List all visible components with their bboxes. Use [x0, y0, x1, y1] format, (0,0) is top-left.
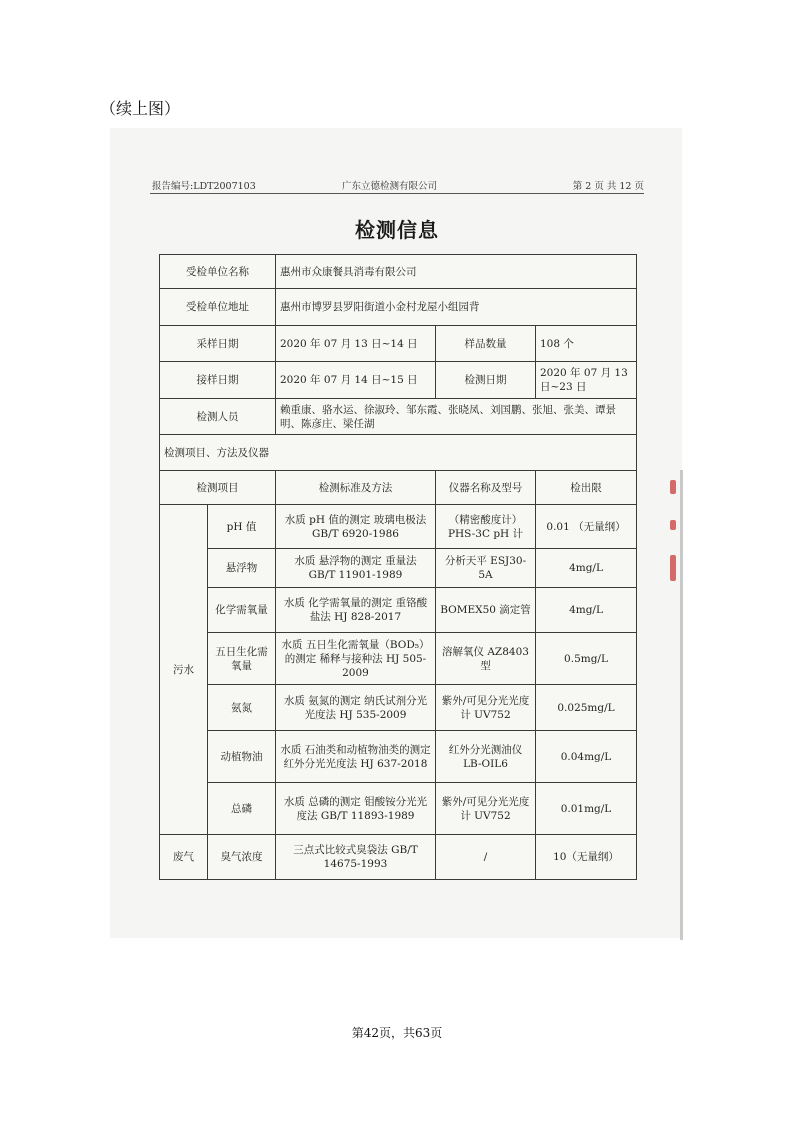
instrument-name: BOMEX50 滴定管 — [436, 588, 536, 633]
section-title: 检测项目、方法及仪器 — [160, 435, 637, 471]
standard-method: 水质 悬浮物的测定 重量法 GB/T 11901-1989 — [276, 549, 436, 588]
method-row — [160, 685, 637, 731]
detection-limit: 0.04mg/L — [536, 731, 637, 783]
item-name: 臭气浓度 — [208, 835, 276, 880]
report-number: 报告编号:LDT2007103 — [152, 181, 256, 192]
header-rule — [150, 193, 644, 194]
red-stamp-mark — [670, 555, 676, 581]
instrument-name: / — [436, 835, 536, 880]
sample-count-value: 108 个 — [536, 326, 637, 362]
column-header-limit: 检出限 — [536, 471, 637, 505]
detection-limit: 0.025mg/L — [536, 685, 637, 731]
standard-method: 水质 石油类和动植物油类的测定 红外分光光度法 HJ 637-2018 — [276, 731, 436, 783]
receive-date-label: 接样日期 — [160, 362, 276, 399]
method-row — [160, 783, 637, 835]
sampling-date-label: 采样日期 — [160, 326, 276, 362]
item-name: 五日生化需氧量 — [208, 633, 276, 685]
address-value: 惠州市博罗县罗阳街道小金村龙屋小组园背 — [276, 289, 637, 326]
test-date-label: 检测日期 — [436, 362, 536, 399]
item-name: 氨氮 — [208, 685, 276, 731]
item-name: 化学需氧量 — [208, 588, 276, 633]
method-row — [160, 731, 637, 783]
detection-limit: 10（无量纲） — [536, 835, 637, 880]
standard-method: 三点式比较式臭袋法 GB/T 14675-1993 — [276, 835, 436, 880]
instrument-name: 红外分光测油仪 LB-OIL6 — [436, 731, 536, 783]
document-title: 检测信息 — [355, 218, 439, 242]
instrument-name: （精密酸度计） PHS-3C pH 计 — [436, 505, 536, 549]
instrument-name: 紫外/可见分光光度计 UV752 — [436, 783, 536, 835]
method-row — [160, 505, 637, 549]
standard-method: 水质 pH 值的测定 玻璃电极法 GB/T 6920-1986 — [276, 505, 436, 549]
detection-limit: 0.5mg/L — [536, 633, 637, 685]
group-name: 废气 — [160, 835, 208, 880]
caption: （续上图） — [100, 99, 181, 118]
item-name: 总磷 — [208, 783, 276, 835]
page-footer: 第42页，共63页 — [351, 1026, 443, 1040]
receive-date-value: 2020 年 07 月 14 日~15 日 — [276, 362, 436, 399]
client-label: 受检单位名称 — [160, 255, 276, 289]
method-row — [160, 633, 637, 685]
method-row — [160, 588, 637, 633]
red-stamp-mark — [670, 520, 676, 530]
column-header-instrument: 仪器名称及型号 — [436, 471, 536, 505]
address-label: 受检单位地址 — [160, 289, 276, 326]
method-row — [160, 549, 637, 588]
standard-method: 水质 总磷的测定 钼酸铵分光光度法 GB/T 11893-1989 — [276, 783, 436, 835]
standard-method: 水质 氨氮的测定 纳氏试剂分光光度法 HJ 535-2009 — [276, 685, 436, 731]
scan-edge-shadow — [680, 470, 683, 940]
item-name: 悬浮物 — [208, 549, 276, 588]
standard-method: 水质 五日生化需氧量（BOD₅）的测定 稀释与接种法 HJ 505-2009 — [276, 633, 436, 685]
client-value: 惠州市众康餐具消毒有限公司 — [276, 255, 637, 289]
detection-limit: 4mg/L — [536, 588, 637, 633]
detection-limit: 4mg/L — [536, 549, 637, 588]
inspection-info-table — [159, 254, 637, 880]
detection-limit: 0.01 （无量纲） — [536, 505, 637, 549]
report-page: 第 2 页 共 12 页 — [572, 181, 644, 192]
instrument-name: 溶解氧仪 AZ8403 型 — [436, 633, 536, 685]
company-name: 广东立德检测有限公司 — [342, 181, 438, 192]
instrument-name: 分析天平 ESJ30-5A — [436, 549, 536, 588]
column-header-standard: 检测标准及方法 — [276, 471, 436, 505]
group-name: 污水 — [160, 505, 208, 835]
item-name: pH 值 — [208, 505, 276, 549]
sample-count-label: 样品数量 — [436, 326, 536, 362]
red-stamp-mark — [670, 480, 676, 494]
detection-limit: 0.01mg/L — [536, 783, 637, 835]
test-date-value: 2020 年 07 月 13 日~23 日 — [536, 362, 637, 399]
personnel-label: 检测人员 — [160, 399, 276, 435]
column-header-item: 检测项目 — [160, 471, 276, 505]
method-row — [160, 835, 637, 880]
instrument-name: 紫外/可见分光光度计 UV752 — [436, 685, 536, 731]
personnel-value: 赖重康、骆水运、徐淑玲、邹东霞、张晓凤、刘国鹏、张旭、张美、谭景明、陈彦庄、梁任湖 — [276, 399, 637, 435]
sampling-date-value: 2020 年 07 月 13 日~14 日 — [276, 326, 436, 362]
item-name: 动植物油 — [208, 731, 276, 783]
standard-method: 水质 化学需氧量的测定 重铬酸盐法 HJ 828-2017 — [276, 588, 436, 633]
